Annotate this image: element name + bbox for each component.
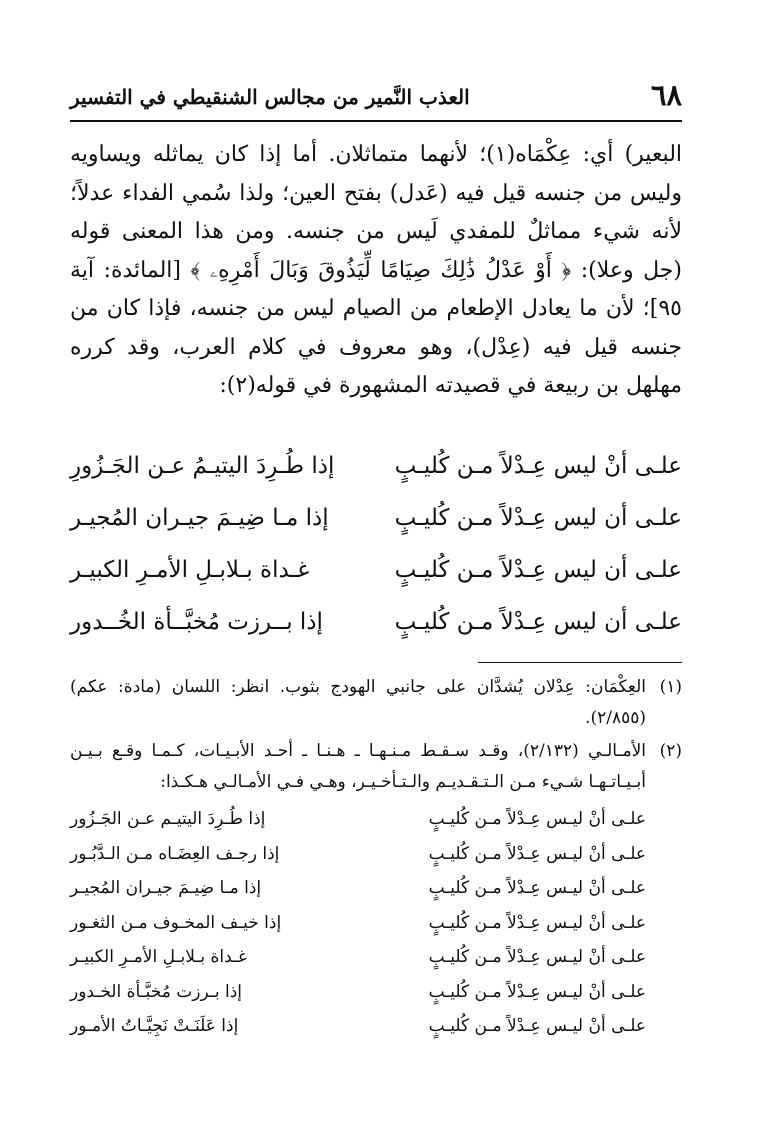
verse-first-hemistich: علـى أن ليس عِـدْلاً مـن كُليـبٍ <box>394 557 682 583</box>
footnote-verse-row <box>70 975 682 1010</box>
poem-verses <box>70 440 682 648</box>
footnote-verse-row <box>70 940 682 975</box>
verse-first-hemistich: علـى أنْ ليس عِـدْلاً مـن كُليـبٍ <box>394 453 682 479</box>
verse-second-hemistich: غـداة بـلابـلِ الأمـرِ الكبيـر <box>70 557 310 583</box>
footnote-mark: (٢) <box>659 741 682 761</box>
verse-second-hemistich: إذا رجـف العِضَـاه مـن الـدَّبُـور <box>70 843 280 864</box>
main-paragraph: البعير) أي: عِكْمَاه(١)؛ لأنهما متماثلان. أما إذا كان يماثله ويساويه وليس من جنسه قيل فيه (عَدل) بفتح العين؛ ولذا سُمي الفداء عدلاً؛ لأنه شيء مماثلٌ للمفدي لَيس من جنسه. ومن هذا المعنى قوله (جل وعلا): ﴿ أَوْ عَدْلُ ذَٰلِكَ صِيَامًا لِّيَذُوقَ وَبَالَ أَمْرِهِۦ ﴾ [المائدة: آية ٩٥]؛ لأن ما يعادل الإطعام من الصيام ليس من جنسه، فإذا كان من جنسه قيل فيه (عِدْل)، وهو معروف في كلام العرب، وقد كرره مهلهل بن ربيعة في قصيدته المشهورة في قوله(٢): <box>70 142 683 398</box>
footnote-separator <box>478 662 682 663</box>
verse-first-hemistich: علـى أنْ ليـس عِـدْلاً مـن كُليـبٍ <box>428 878 646 898</box>
footnote-mark: (١) <box>659 677 682 697</box>
verse-second-hemistich: غـداة بـلابـلِ الأمـرِ الكبيـر <box>70 947 247 967</box>
verse-second-hemistich: إذا طُـرِدَ اليتيـم عـن الجَـزُور <box>70 809 266 829</box>
verse-first-hemistich: علـى أنْ ليـس عِـدْلاً مـن كُليـبٍ <box>428 809 646 829</box>
footnotes <box>70 672 682 1044</box>
footnote-2 <box>70 736 682 798</box>
verse-second-hemistich: إذا خيـف المخـوف مـن الثغـور <box>70 912 282 933</box>
verse-second-hemistich: إذا عَلَنَـتْ نَجِيَّـاتُ الأمـور <box>70 1016 239 1036</box>
footnote-text: الأمـالـي (٢/١٣٢)، وقـد سـقـط مـنـهـا ـ هـنـا ـ أحـد الأبـيـات، كـمـا وقـع بـيـن أبـيـاتـهـا شـيء مـن الـتـقـديـم والـتـأخـيـر، وهـي فـي الأمـالـي هـكـذا: <box>70 741 646 792</box>
verse-row <box>70 544 682 596</box>
footnote-verse-row <box>70 1009 682 1044</box>
footnote-1 <box>70 672 682 734</box>
verse-row <box>70 596 682 648</box>
verse-second-hemistich: إذا طُـرِدَ اليتيـمُ عـن الجَـزُورِ <box>70 453 335 479</box>
verse-first-hemistich: علـى أنْ ليـس عِـدْلاً مـن كُليـبٍ <box>428 981 646 1002</box>
footnote-verse-row <box>70 906 682 941</box>
verse-first-hemistich: علـى أنْ ليـس عِـدْلاً مـن كُليـبٍ <box>428 947 646 967</box>
running-title: العذب النَّمير من مجالس الشنقيطي في التفسير <box>70 85 470 109</box>
footnote-verse-row <box>70 837 682 872</box>
verse-second-hemistich: إذا مـا ضِيـمَ جيـران المُجيـر <box>70 505 329 531</box>
verse-row <box>70 440 682 492</box>
verse-first-hemistich: علـى أنْ ليـس عِـدْلاً مـن كُليـبٍ <box>428 843 646 864</box>
verse-first-hemistich: علـى أن ليس عِـدْلاً مـن كُليـبٍ <box>394 505 682 531</box>
footnote-verses <box>70 802 682 1044</box>
footnote-verse-row <box>70 871 682 906</box>
verse-second-hemistich: إذا بـرزت مُخبَّـأة الخـدور <box>70 981 243 1002</box>
footnote-text: العِكْمَان: عِدْلان يُشدَّان على جانبي الهودج بثوب. انظر: اللسان (مادة: عكم) (٢/٨٥٥). <box>70 677 646 728</box>
footnote-verse-row <box>70 802 682 837</box>
verse-second-hemistich: إذا مـا ضِيـمَ جيـران المُجيـر <box>70 878 262 898</box>
page-number: ٦٨ <box>650 78 682 112</box>
verse-first-hemistich: علـى أن ليس عِـدْلاً مـن كُليـبٍ <box>394 609 682 635</box>
verse-row <box>70 492 682 544</box>
page-header <box>70 78 682 122</box>
main-text <box>70 136 682 406</box>
verse-first-hemistich: علـى أنْ ليـس عِـدْلاً مـن كُليـبٍ <box>428 1016 646 1036</box>
verse-first-hemistich: علـى أنْ ليـس عِـدْلاً مـن كُليـبٍ <box>428 912 646 933</box>
verse-second-hemistich: إذا بــرزت مُخبَّــأة الخُــدور <box>70 609 323 635</box>
